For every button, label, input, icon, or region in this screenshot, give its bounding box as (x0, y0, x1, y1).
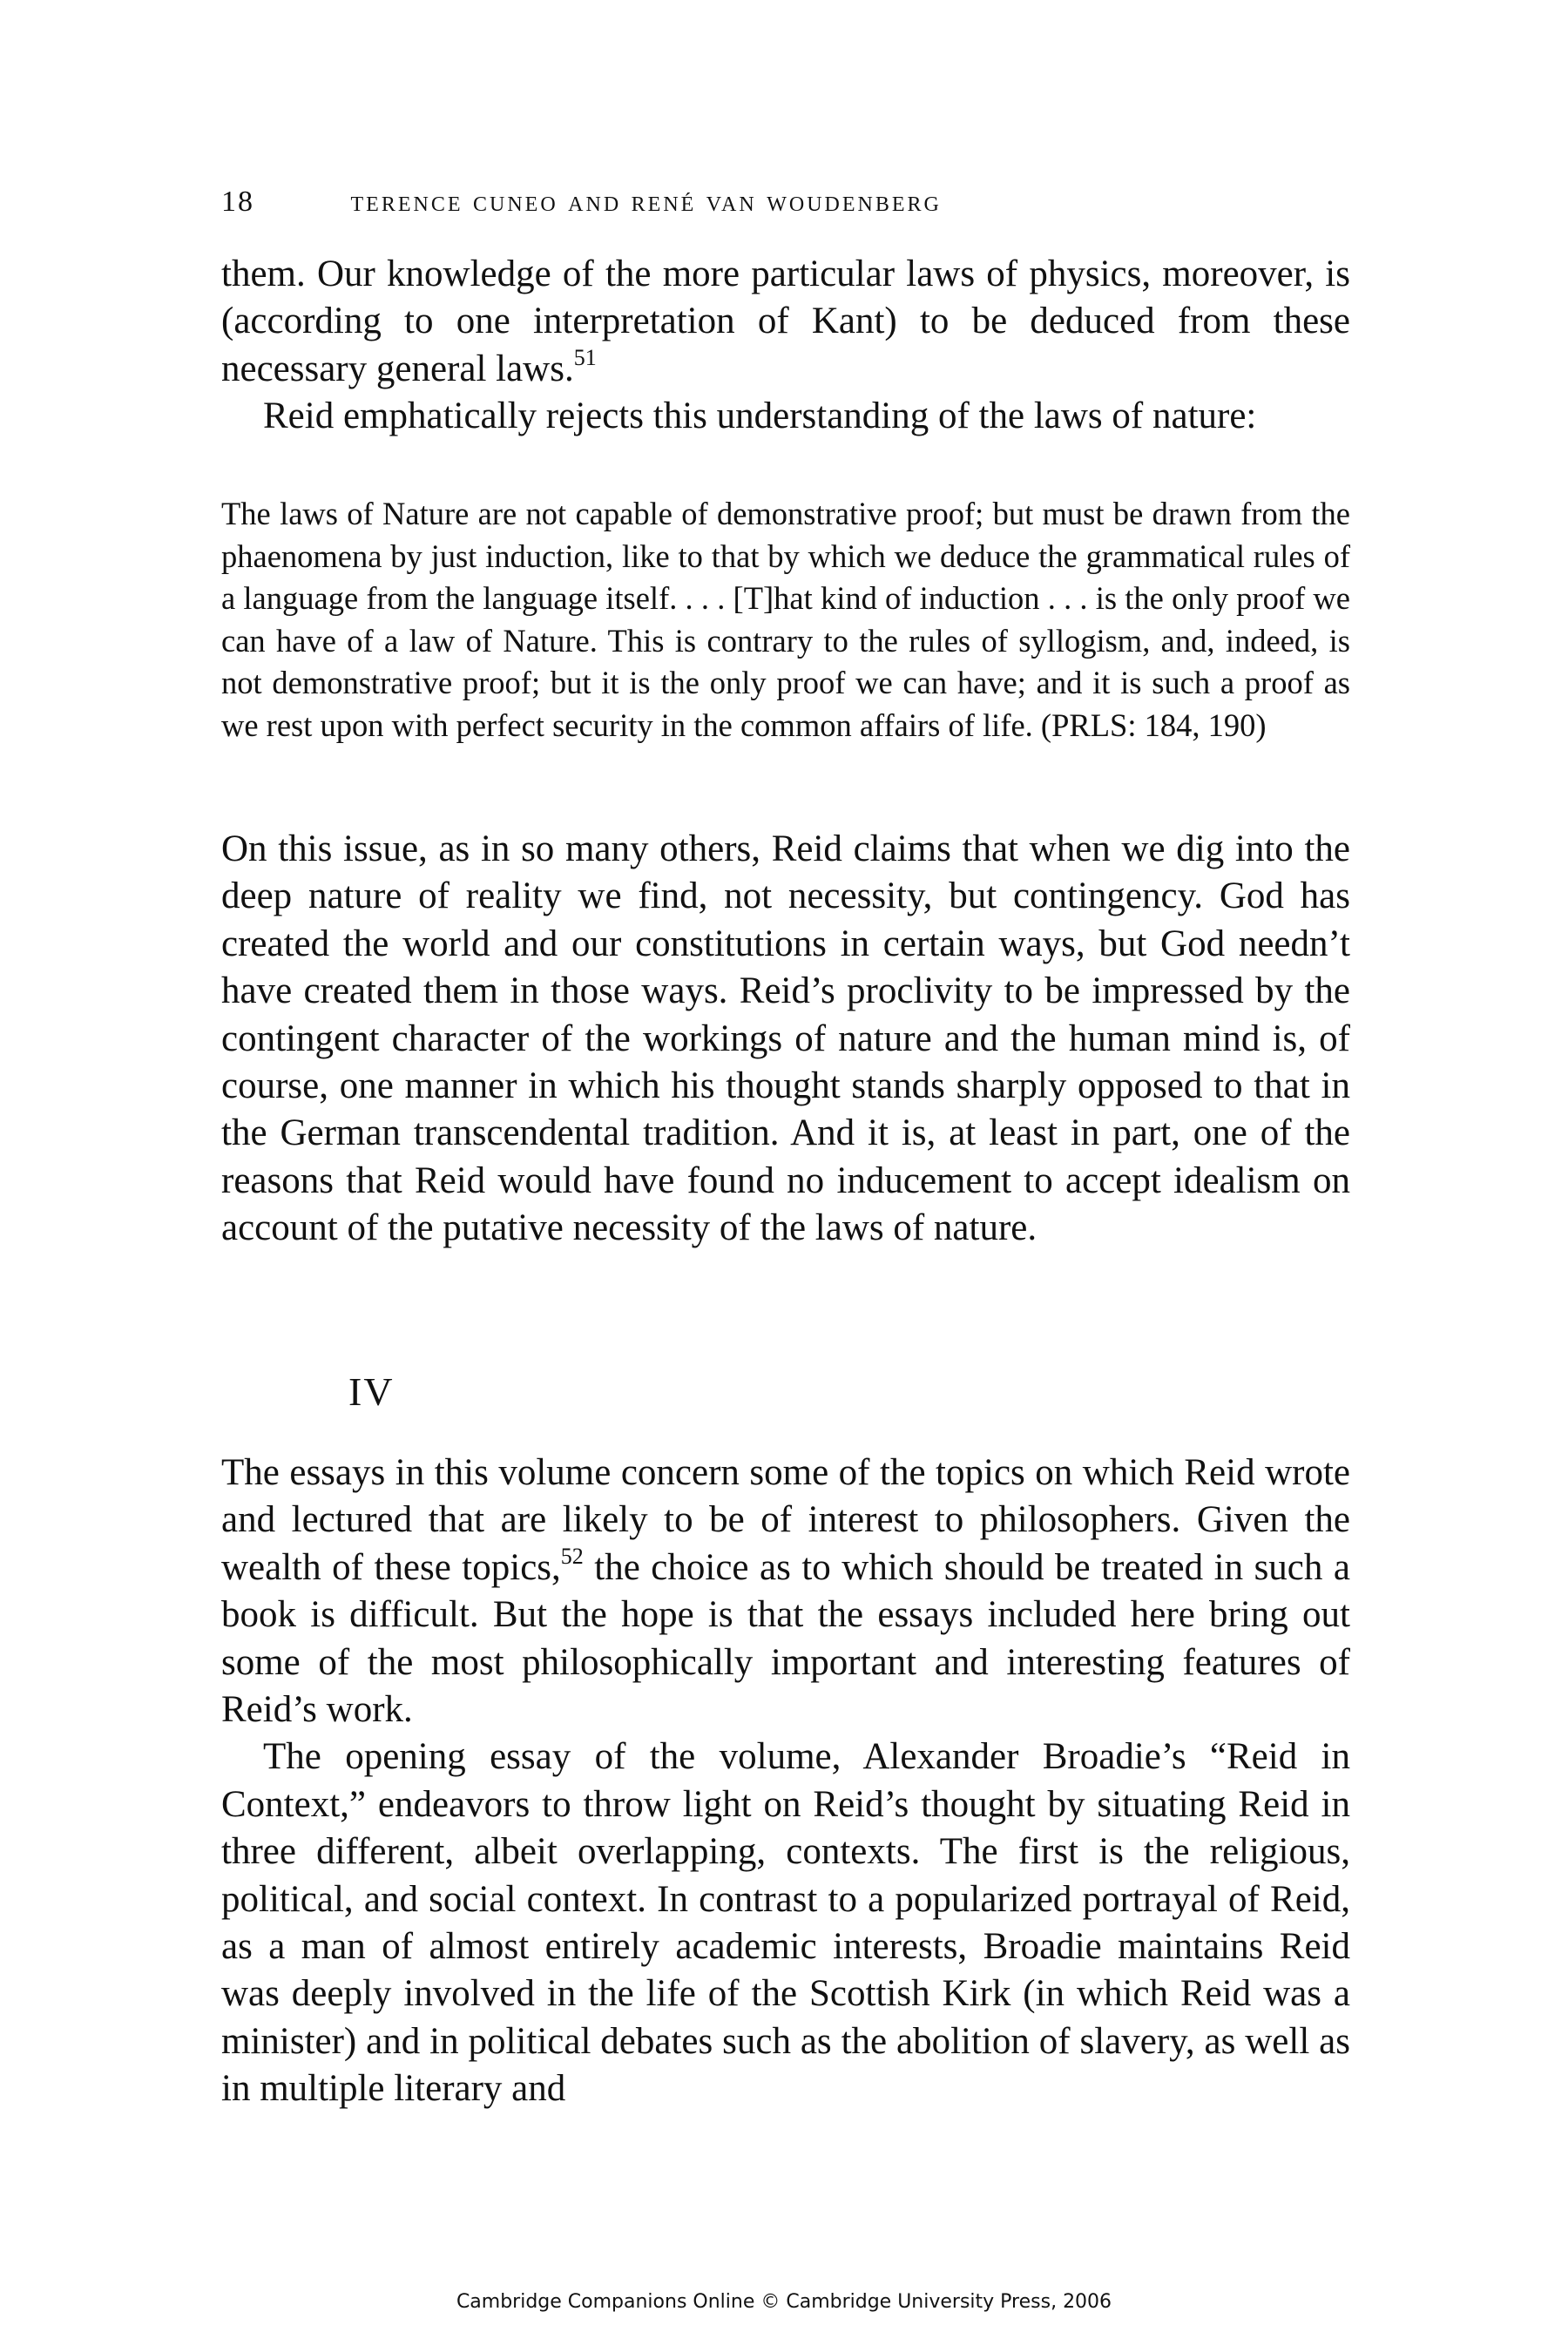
essays-text-start: The essays in this volume concern some of the topics on which Reid wrote and lectured that are likely to be of interest to philosophers. Given the wealth of these topics, (221, 1452, 1350, 1588)
opening-essay-paragraph: The opening essay of the volume, Alexander Broadie’s “Reid in Context,” endeavors to throw light on Reid’s thought by situating Reid in three different, albeit overlapping, contexts. The first is the religious, political, and social context. In contrast to a popularized portrayal of Reid, as a man of almost entirely academic interests, Broadie maintains Reid was deeply involved in the life of the Scottish Kirk (in which Reid was a minister) and in political debates such as the abolition of slavery, as well as in multiple literary and (221, 1736, 1350, 2110)
section-heading: IV (348, 1369, 395, 1414)
on-this-issue-paragraph: On this issue, as in so many others, Reid claims that when we dig into the deep nature of reality we find, not necessity, but contingency. God has created the world and our constitutions in certain ways, but God needn’t have created them in those ways. Reid’s proclivity to be impressed by the contingent character of the workings of nature and the human mind is, of course, one manner in which his thought stands sharply opposed to that in the German transcendental tradition. And it is, at least in part, one of the reasons that Reid would have found no inducement to accept idealism on account of the putative necessity of the laws of nature. (221, 828, 1350, 1249)
copyright-footer: Cambridge Companions Online © Cambridge University Press, 2006 (456, 2291, 1112, 2313)
footnote-ref-52[interactable]: 52 (560, 1543, 584, 1569)
running-head (221, 183, 1354, 221)
reid-rejects-paragraph: Reid emphatically rejects this understanding of the laws of nature: (263, 395, 1257, 437)
opening-text: them. Our knowledge of the more particular laws of physics, moreover, is (according to one interpretation of Kant) to be deduced from these necessary general laws. (221, 253, 1350, 389)
body-text-bottom (221, 1450, 1350, 2113)
running-title: terence cuneo and rené van woudenberg (350, 186, 942, 218)
essays-paragraph (221, 1450, 1350, 1734)
body-text-top (221, 251, 1350, 441)
essays-text-end: the choice as to which should be treated in such a book is difficult. But the hope is that the essays included here bring out some of the most philosophically important and interesting features of Reid’s work. (221, 1546, 1350, 1731)
page-number: 18 (221, 186, 254, 218)
body-text-middle (221, 826, 1350, 1253)
block-quote: The laws of Nature are not capable of demonstrative proof; but must be drawn from the phaenomena by just induction, like to that by which we deduce the grammatical rules of a language from the language itself. . . . [T]hat kind of induction . . . is the only proof we can have of a law of Nature. This is contrary to the rules of syllogism, and, indeed, is not demonstrative proof; but it is the only proof we can have; and it is such a proof as we rest upon with perfect security in the common affairs of life. (PRLS: 184, 190) (221, 496, 1350, 743)
footnote-ref-51[interactable]: 51 (573, 344, 597, 370)
opening-paragraph (221, 251, 1350, 393)
